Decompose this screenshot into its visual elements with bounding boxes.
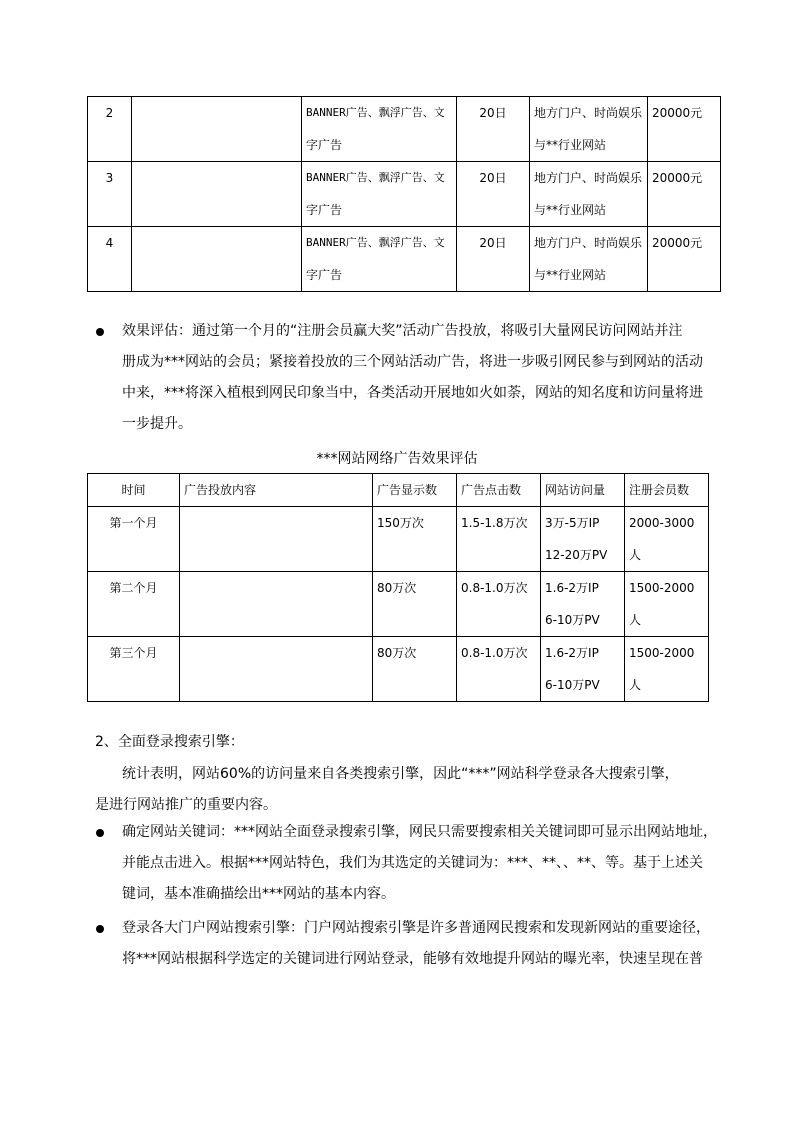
ad-site-line2: 与**行业网站	[534, 203, 607, 217]
ad-type-line1: BANNER广告、飘浮广告、文	[306, 106, 445, 119]
text-line: 确定网站关键词：***网站全面登录搜索引擎，网民只需要搜索相关关键词即可显示出网站地址，	[122, 824, 717, 840]
text-line: 将***网站根据科学选定的关键词进行网站登录，能够有效地提升网站的曝光率，快速呈现在普	[122, 951, 703, 967]
clicks-cell: 0.8-1.0万次	[461, 581, 528, 595]
portal-paragraph	[122, 913, 722, 975]
month-cell: 第二个月	[109, 581, 158, 595]
table-row	[88, 97, 721, 162]
clicks-cell: 0.8-1.0万次	[461, 646, 528, 660]
column-header: 广告投放内容	[184, 483, 257, 497]
row-number: 4	[105, 236, 114, 250]
ad-effect-table	[87, 473, 709, 702]
ad-placement-table	[87, 96, 721, 292]
visits-pv: 6-10万PV	[545, 613, 600, 627]
intro-line: 统计表明，网站60%的访问量来自各类搜索引擎，因此“***”网站科学登录各大搜索引擎，	[122, 766, 679, 782]
ad-type-line2: 字广告	[306, 268, 343, 282]
display-cell: 80万次	[377, 581, 417, 595]
month-cell: 第三个月	[109, 646, 158, 660]
table-caption: ***网站网络广告效果评估	[316, 451, 478, 467]
text-line: 登录各大门户网站搜索引擎：门户网站搜索引擎是许多普通网民搜索和发现新网站的重要途径，	[122, 920, 710, 936]
visits-pv: 6-10万PV	[545, 678, 600, 692]
members-cell: 2000-3000人	[629, 516, 695, 562]
column-header: 广告显示数	[377, 483, 438, 497]
ad-type-line2: 字广告	[306, 138, 343, 152]
text-line: 册成为***网站的会员；紧接着投放的三个网站活动广告，将进一步吸引网民参与到网站的活动	[122, 354, 703, 370]
clicks-cell: 1.5-1.8万次	[461, 516, 528, 530]
ad-site-line1: 地方门户、时尚娱乐	[534, 171, 643, 185]
members-cell: 1500-2000人	[629, 646, 695, 692]
keyword-paragraph	[122, 817, 722, 910]
text-line: 效果评估：通过第一个月的“注册会员赢大奖”活动广告投放，将吸引大量网民访问网站并注	[122, 323, 683, 339]
column-header: 时间	[121, 483, 146, 497]
visits-pv: 12-20万PV	[545, 548, 608, 562]
text-line: 键词，基本准确描绘出***网站的基本内容。	[122, 886, 395, 902]
table-row	[88, 507, 709, 572]
ad-site-line2: 与**行业网站	[534, 268, 607, 282]
table-header-row	[88, 474, 709, 507]
visits-ip: 3万-5万IP	[545, 516, 600, 530]
bullet-icon	[96, 328, 104, 336]
row-number: 3	[105, 171, 114, 185]
bullet-icon	[96, 829, 104, 837]
ad-days: 20日	[479, 106, 507, 120]
ad-site-line1: 地方门户、时尚娱乐	[534, 106, 643, 120]
column-header: 广告点击数	[461, 483, 522, 497]
ad-site-line1: 地方门户、时尚娱乐	[534, 236, 643, 250]
column-header: 网站访问量	[545, 483, 606, 497]
intro-line: 是进行网站推广的重要内容。	[95, 797, 277, 813]
month-cell: 第一个月	[109, 516, 158, 530]
table-row	[88, 162, 721, 227]
visits-ip: 1.6-2万IP	[545, 646, 599, 660]
text-line: 一步提升。	[122, 416, 192, 432]
visits-ip: 1.6-2万IP	[545, 581, 599, 595]
ad-days: 20日	[479, 236, 507, 250]
bullet-icon	[96, 925, 104, 933]
ad-cost: 20000元	[652, 171, 703, 185]
ad-cost: 20000元	[652, 106, 703, 120]
table-row	[88, 637, 709, 702]
ad-type-line1: BANNER广告、飘浮广告、文	[306, 236, 445, 249]
members-cell: 1500-2000人	[629, 581, 695, 627]
ad-type-line2: 字广告	[306, 203, 343, 217]
evaluation-paragraph	[122, 316, 712, 440]
text-line: 并能点击进入。根据***网站特色，我们为其选定的关键词为：***、**、、**、等。基于上述关	[122, 855, 703, 871]
ad-site-line2: 与**行业网站	[534, 138, 607, 152]
ad-type-line1: BANNER广告、飘浮广告、文	[306, 171, 445, 184]
ad-cost: 20000元	[652, 236, 703, 250]
table-row	[88, 227, 721, 292]
column-header: 注册会员数	[629, 483, 690, 497]
display-cell: 150万次	[377, 516, 424, 530]
row-number: 2	[105, 106, 114, 120]
ad-days: 20日	[479, 171, 507, 185]
display-cell: 80万次	[377, 646, 417, 660]
table-row	[88, 572, 709, 637]
section-heading: 2、全面登录搜索引擎：	[95, 734, 244, 750]
text-line: 中来，***将深入植根到网民印象当中，各类活动开展地如火如荼，网站的知名度和访问量将进	[122, 385, 703, 401]
